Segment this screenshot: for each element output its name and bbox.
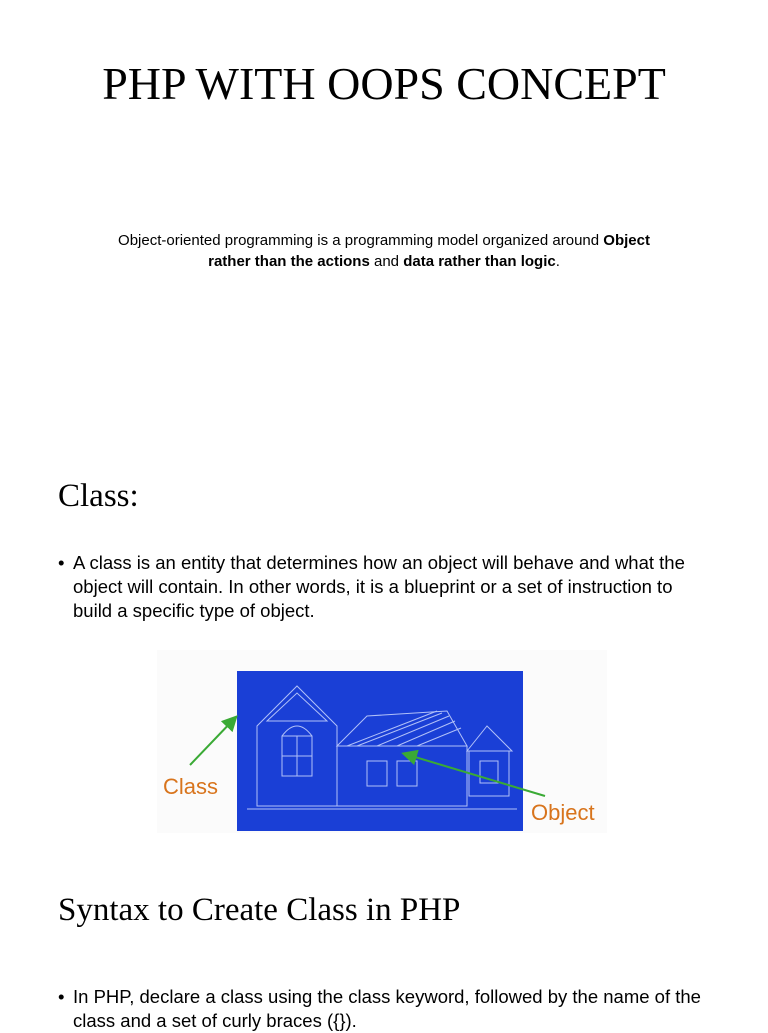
intro-text-2: and — [369, 253, 404, 270]
class-arrow — [190, 718, 235, 765]
intro-bold-2: data rather than logic — [403, 253, 556, 270]
intro-text-1: Object-oriented programming is a programming model organized around — [118, 232, 604, 249]
intro-paragraph — [110, 230, 658, 272]
bullet-dot: • — [58, 986, 65, 1007]
object-arrow — [405, 754, 545, 796]
class-object-figure — [157, 650, 607, 833]
class-heading: Class: — [58, 478, 139, 514]
syntax-bullet-text: In PHP, declare a class using the class keyword, followed by the name of the class and a set of curly braces ({}). — [73, 986, 701, 1031]
syntax-heading: Syntax to Create Class in PHP — [58, 892, 461, 928]
syntax-bullet — [58, 985, 708, 1033]
page-title: PHP WITH OOPS CONCEPT — [102, 58, 666, 109]
class-bullet-text: A class is an entity that determines how an object will behave and what the object will contain. In other words, it is a blueprint or a set of instruction to build a specific type of object. — [73, 552, 685, 621]
class-label: Class — [163, 774, 219, 799]
intro-text-3: . — [555, 253, 560, 270]
bullet-dot: • — [58, 552, 65, 573]
intro-bold-1: Object rather than the actions — [208, 232, 650, 270]
class-bullet — [58, 551, 708, 623]
object-label: Object — [531, 800, 595, 825]
